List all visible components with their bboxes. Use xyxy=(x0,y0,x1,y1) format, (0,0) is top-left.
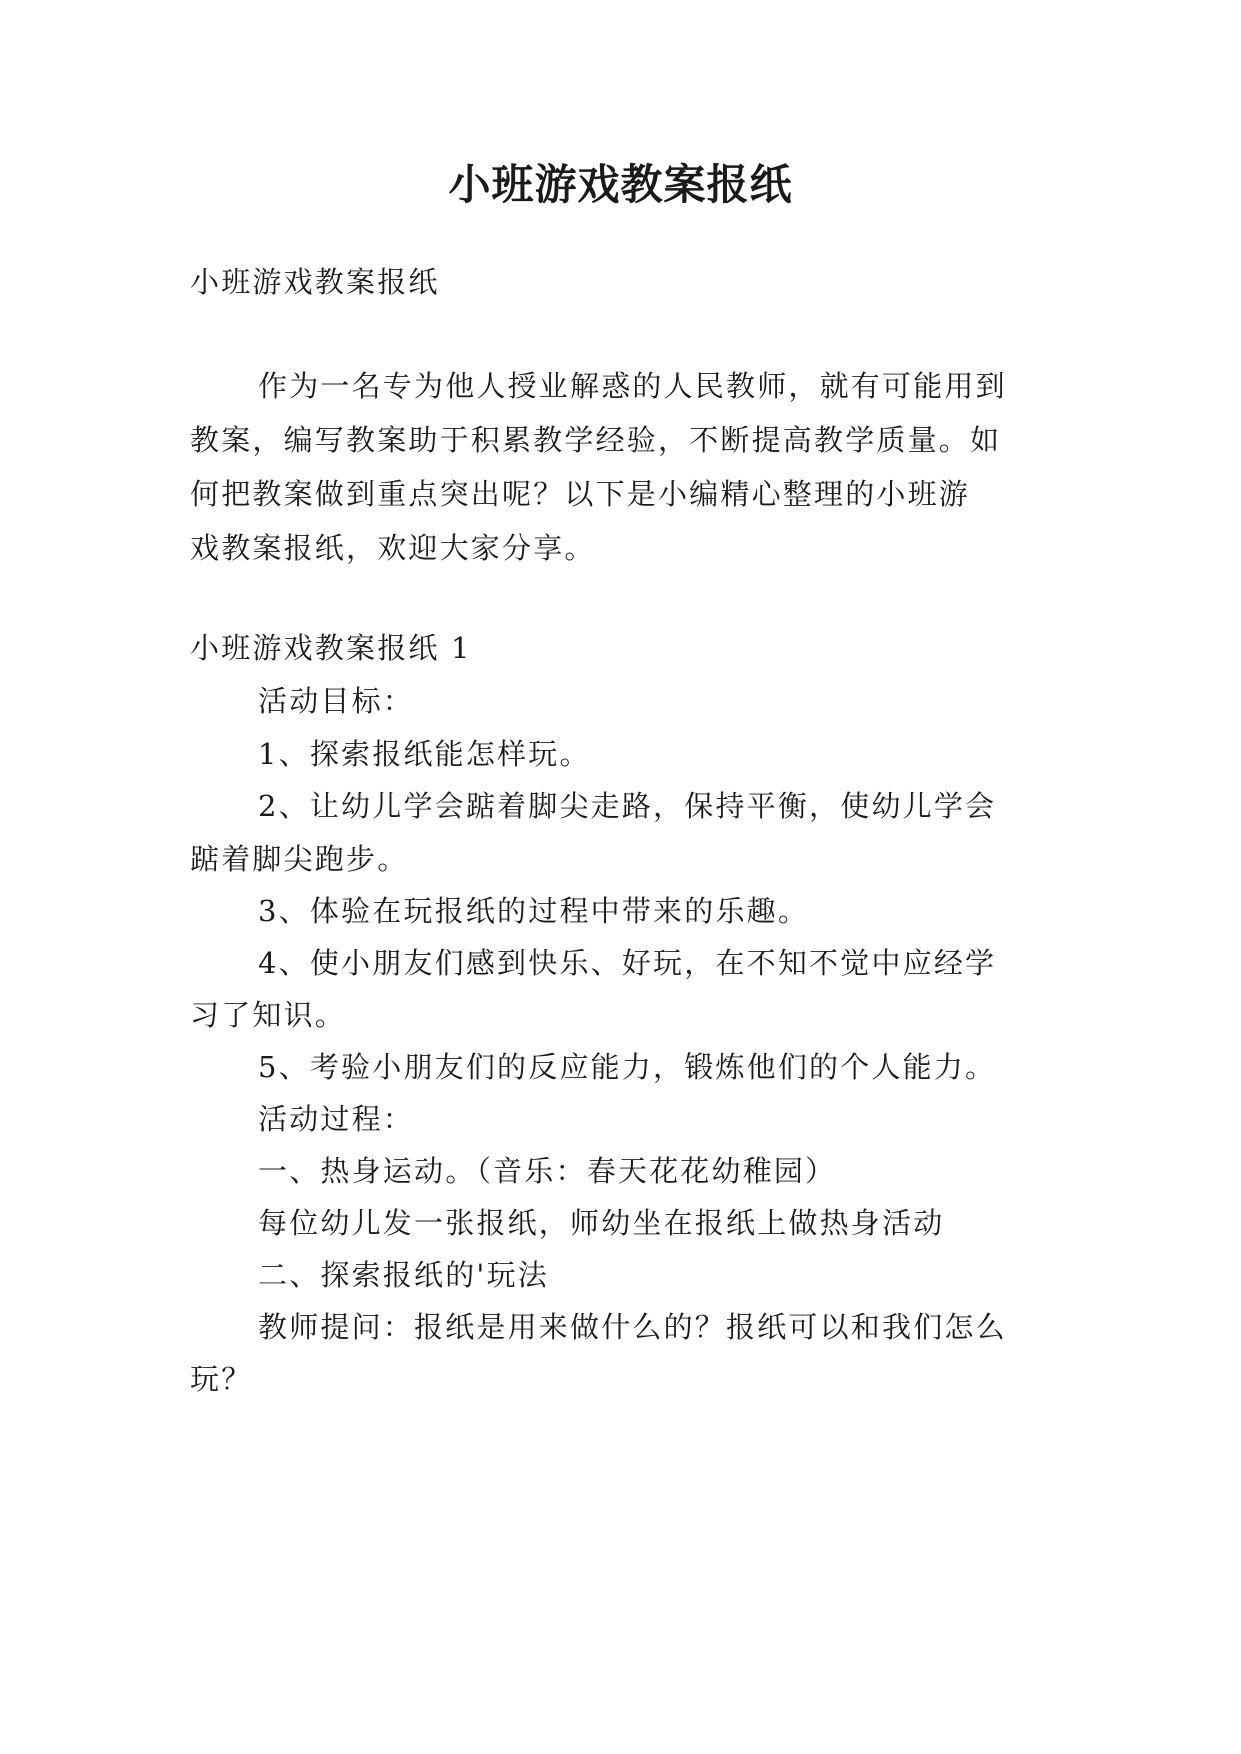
goal-item: 1、探索报纸能怎样玩。 xyxy=(258,737,591,771)
process-step: 教师提问：报纸是用来做什么的？报纸可以和我们怎么 xyxy=(258,1310,1007,1344)
process-step: 每位幼儿发一张报纸，师幼坐在报纸上做热身活动 xyxy=(258,1206,945,1240)
intro-line: 何把教案做到重点突出呢？以下是小编精心整理的小班游 xyxy=(190,477,971,511)
goal-item: 2、让幼儿学会踮着脚尖走路，保持平衡，使幼儿学会 xyxy=(258,789,997,823)
process-step-continued: 玩？ xyxy=(190,1362,253,1396)
document-title: 小班游戏教案报纸 xyxy=(448,160,793,209)
goal-item: 5、考验小朋友们的反应能力，锻炼他们的个人能力。 xyxy=(258,1050,997,1084)
section-heading: 小班游戏教案报纸 1 xyxy=(190,631,472,665)
document-subtitle: 小班游戏教案报纸 xyxy=(190,265,440,299)
goals-heading: 活动目标： xyxy=(258,684,415,718)
intro-line: 戏教案报纸，欢迎大家分享。 xyxy=(190,531,596,565)
intro-line: 教案，编写教案助于积累教学经验，不断提高教学质量。如 xyxy=(190,423,1002,457)
goal-item: 3、体验在玩报纸的过程中带来的乐趣。 xyxy=(258,894,810,928)
goal-item-continued: 踮着脚尖跑步。 xyxy=(190,842,409,876)
process-step: 二、探索报纸的'玩法 xyxy=(258,1258,549,1292)
process-heading: 活动过程： xyxy=(258,1102,415,1136)
goal-item: 4、使小朋友们感到快乐、好玩，在不知不觉中应经学 xyxy=(258,946,997,980)
goal-item-continued: 习了知识。 xyxy=(190,998,347,1032)
intro-line: 作为一名专为他人授业解惑的人民教师，就有可能用到 xyxy=(258,369,1007,403)
process-step: 一、热身运动。（音乐：春天花花幼稚园） xyxy=(258,1154,837,1188)
